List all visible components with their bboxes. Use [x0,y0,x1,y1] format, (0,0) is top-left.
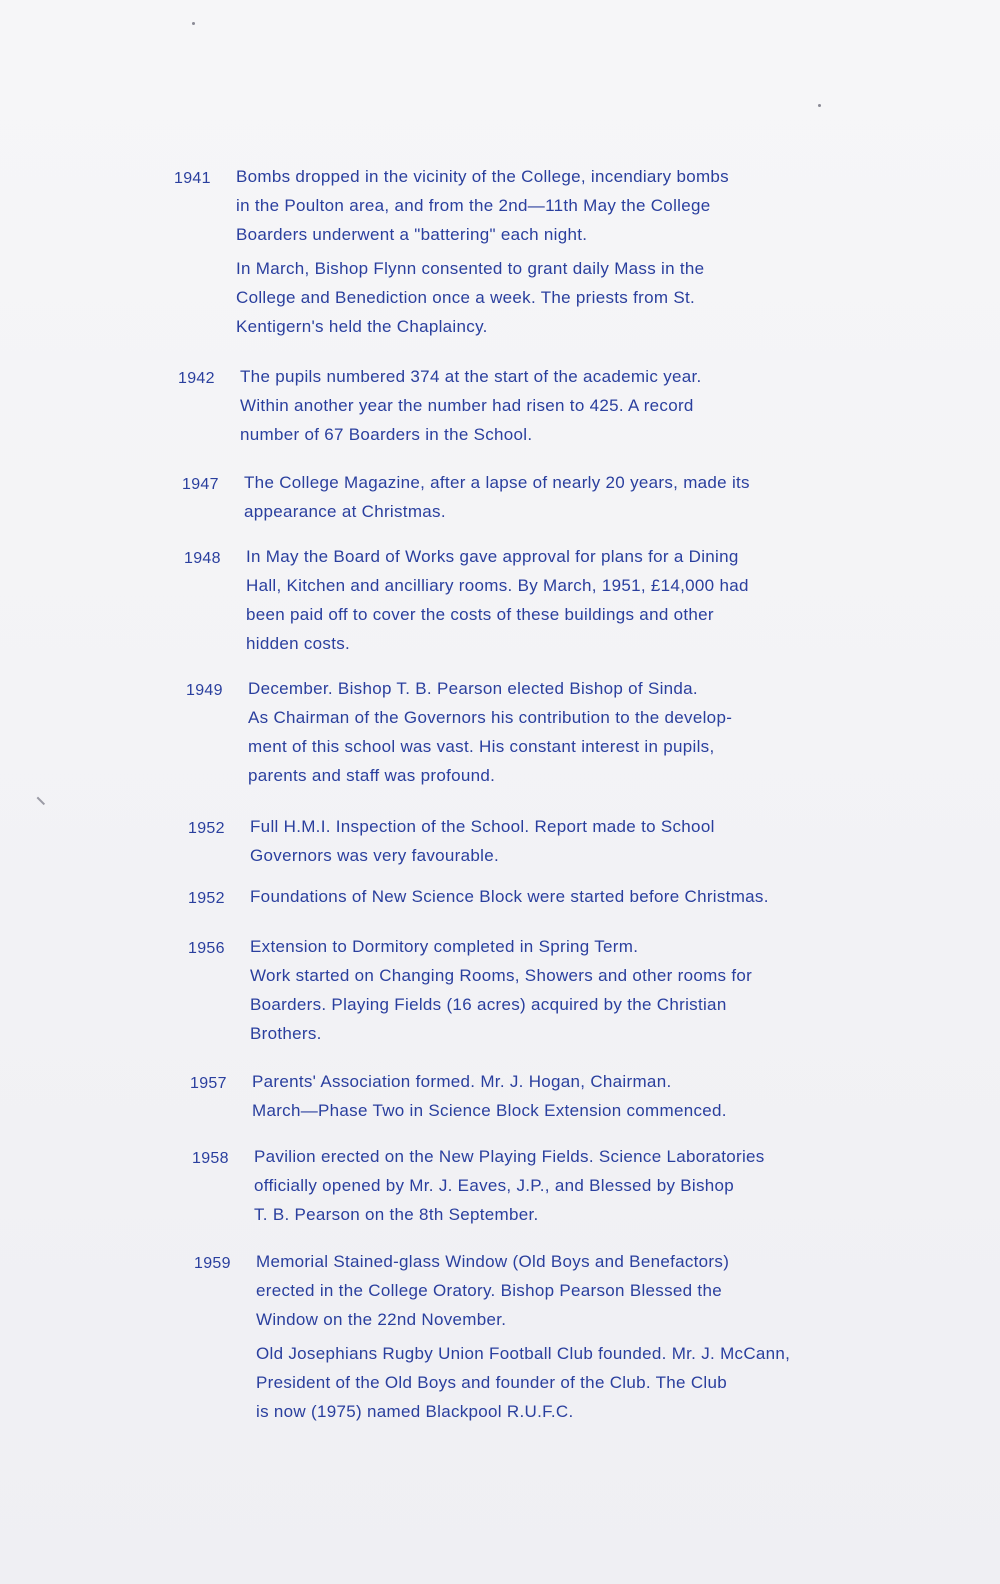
timeline-entry [174,162,874,341]
entry-year: 1958 [192,1150,229,1167]
entry-year: 1942 [178,370,215,387]
text-line: Full H.M.I. Inspection of the School. Report made to School [250,817,715,836]
entry-paragraph [248,674,874,790]
text-line: is now (1975) named Blackpool R.U.F.C. [256,1402,574,1421]
text-line: Foundations of New Science Block were started before Christmas. [250,887,769,906]
entry-paragraph [250,812,874,870]
entry-year: 1948 [184,550,221,567]
text-line: Within another year the number had risen to 425. A record [240,396,694,415]
entry-paragraph [256,1339,874,1426]
entry-paragraph [244,468,874,526]
text-line: been paid off to cover the costs of these buildings and other [246,605,714,624]
text-line: President of the Old Boys and founder of the Club. The Club [256,1373,727,1392]
entry-year: 1952 [188,890,225,907]
timeline-entry [184,542,874,658]
timeline-entry [188,882,874,913]
entry-body [250,932,874,1048]
timeline-entry [188,932,874,1048]
entry-paragraph [250,932,874,1048]
text-line: Memorial Stained-glass Window (Old Boys and Benefactors) [256,1252,730,1271]
text-line: Parents' Association formed. Mr. J. Hogan, Chairman. [252,1072,672,1091]
text-line: number of 67 Boarders in the School. [240,425,533,444]
entry-year: 1952 [188,820,225,837]
entry-year: 1957 [190,1075,227,1092]
timeline-entry [190,1067,874,1125]
entry-body [256,1247,874,1426]
text-line: Kentigern's held the Chaplaincy. [236,317,488,336]
text-line: ment of this school was vast. His constant interest in pupils, [248,737,715,756]
text-line: College and Benediction once a week. The priests from St. [236,288,696,307]
text-line: Boarders underwent a "battering" each night. [236,225,588,244]
text-line: March—Phase Two in Science Block Extension commenced. [252,1101,727,1120]
entry-paragraph [250,882,874,911]
entry-body [248,674,874,790]
timeline-entry [192,1142,874,1229]
entry-year: 1941 [174,170,211,187]
text-line: Governors was very favourable. [250,846,499,865]
timeline-entry [182,468,874,526]
text-line: December. Bishop T. B. Pearson elected Bishop of Sinda. [248,679,698,698]
timeline-entry [186,674,874,790]
text-line: As Chairman of the Governors his contribution to the develop- [248,708,733,727]
entry-paragraph [236,162,874,249]
entry-year: 1959 [194,1255,231,1272]
timeline-entry [178,362,874,449]
entry-body [236,162,874,341]
timeline-entry [188,812,874,870]
entry-body [246,542,874,658]
text-line: Old Josephians Rugby Union Football Club founded. Mr. J. McCann, [256,1344,791,1363]
paper-speck [192,22,195,25]
entry-year: 1949 [186,682,223,699]
entry-body [250,812,874,870]
text-line: in the Poulton area, and from the 2nd—11th May the College [236,196,711,215]
text-line: erected in the College Oratory. Bishop Pearson Blessed the [256,1281,722,1300]
entry-year: 1956 [188,940,225,957]
text-line: Brothers. [250,1024,322,1043]
text-line: Hall, Kitchen and ancilliary rooms. By March, 1951, £14,000 had [246,576,749,595]
text-line: Bombs dropped in the vicinity of the College, incendiary bombs [236,167,729,186]
paper-speck [818,104,821,107]
text-line: In May the Board of Works gave approval for plans for a Dining [246,547,739,566]
entry-body [252,1067,874,1125]
text-line: Boarders. Playing Fields (16 acres) acquired by the Christian [250,995,727,1014]
entry-body [254,1142,874,1229]
entry-paragraph [252,1067,874,1125]
entry-paragraph [246,542,874,658]
entry-paragraph [236,254,874,341]
paper-mark [37,797,45,805]
text-line: officially opened by Mr. J. Eaves, J.P., and Blessed by Bishop [254,1176,735,1195]
entry-body [250,882,874,911]
entry-paragraph [256,1247,874,1334]
text-line: In March, Bishop Flynn consented to grant daily Mass in the [236,259,705,278]
text-line: The College Magazine, after a lapse of nearly 20 years, made its [244,473,750,492]
text-line: Work started on Changing Rooms, Showers and other rooms for [250,966,753,985]
text-line: appearance at Christmas. [244,502,446,521]
entry-body [240,362,874,449]
text-line: Window on the 22nd November. [256,1310,507,1329]
text-line: hidden costs. [246,634,351,653]
text-line: T. B. Pearson on the 8th September. [254,1205,539,1224]
entry-paragraph [254,1142,874,1229]
text-line: Extension to Dormitory completed in Spring Term. [250,937,639,956]
entry-year: 1947 [182,476,219,493]
timeline-entry [194,1247,874,1426]
text-line: The pupils numbered 374 at the start of the academic year. [240,367,702,386]
entry-paragraph [240,362,874,449]
entry-body [244,468,874,526]
text-line: parents and staff was profound. [248,766,496,785]
text-line: Pavilion erected on the New Playing Fields. Science Laboratories [254,1147,765,1166]
